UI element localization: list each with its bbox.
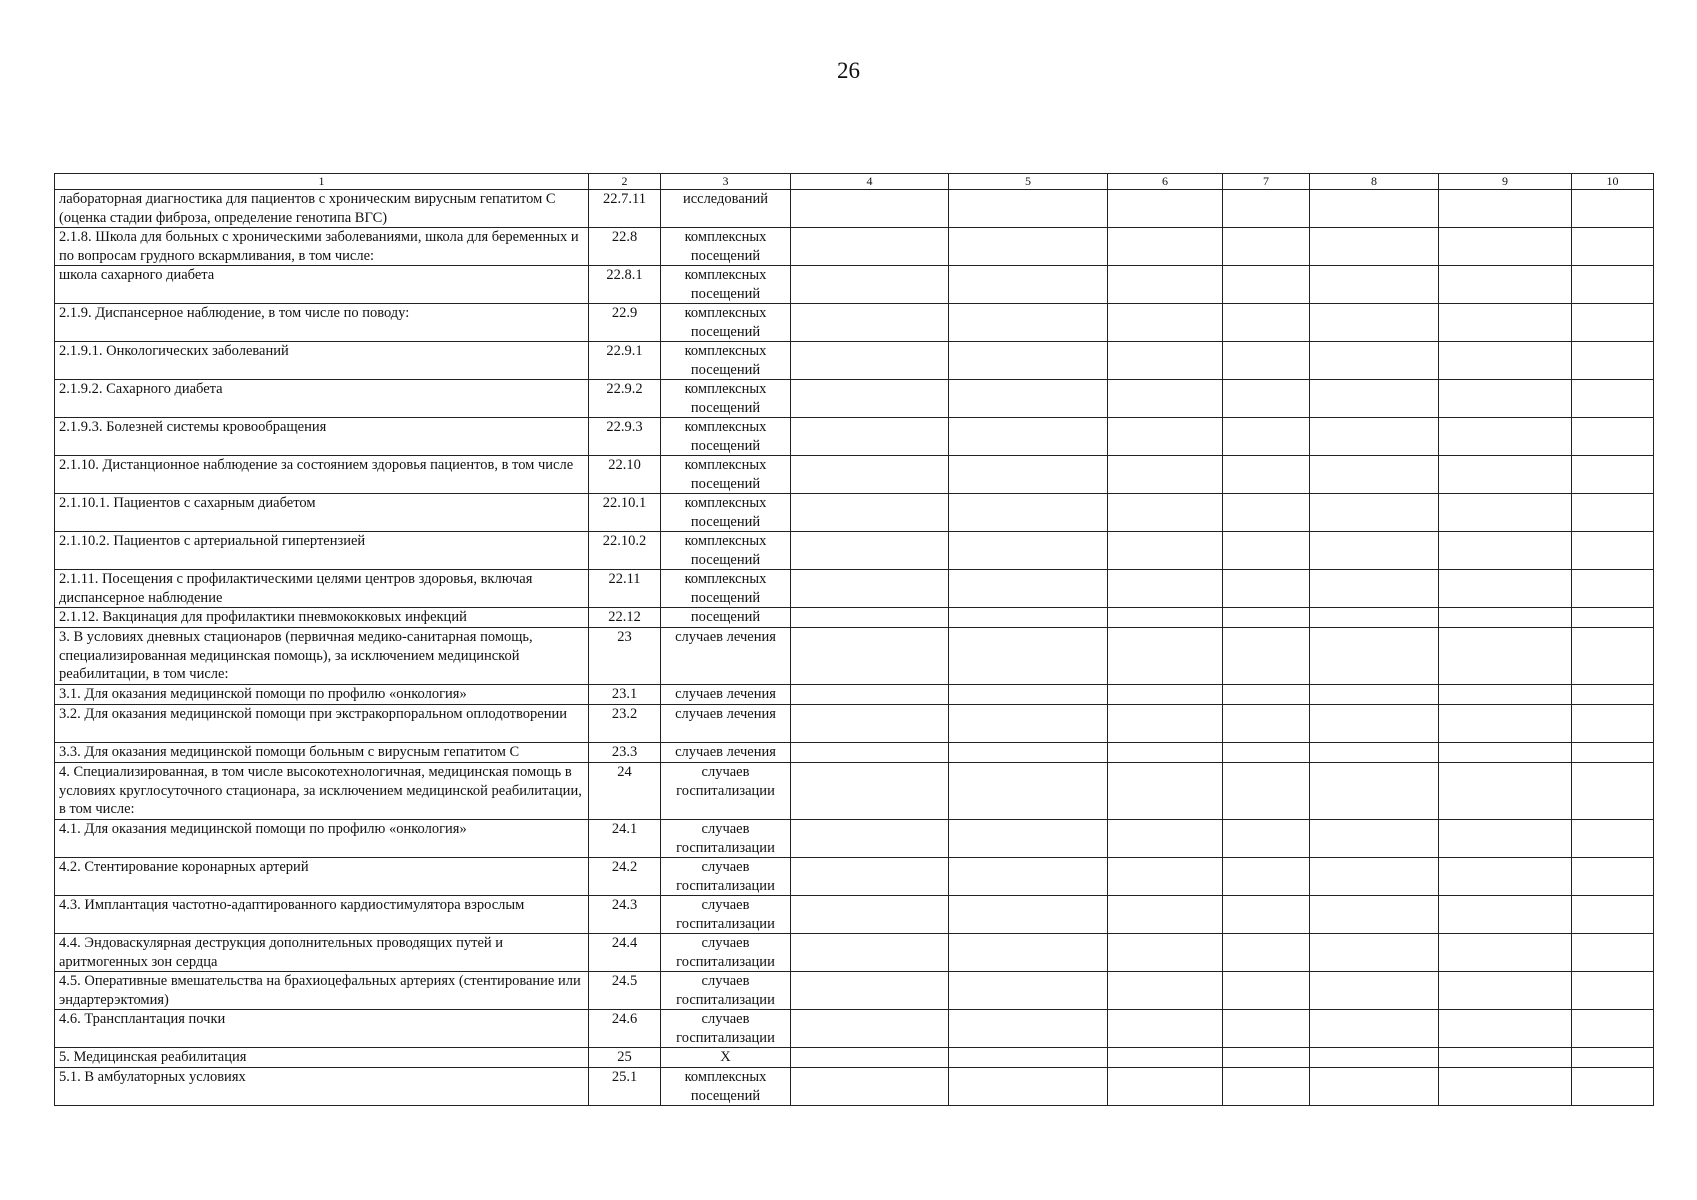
empty-cell xyxy=(1108,608,1223,628)
empty-cell xyxy=(1108,342,1223,380)
empty-cell xyxy=(1572,608,1654,628)
row-name-cell: 3. В условиях дневных стационаров (первичная медико-санитарная помощь, специализированная медицинская помощь), за исключением медицинской реабилитации, в том числе: xyxy=(55,628,589,685)
empty-cell xyxy=(1439,608,1572,628)
empty-cell xyxy=(1108,705,1223,743)
row-unit-cell: случаев госпитализации xyxy=(661,896,791,934)
row-unit-cell: комплексных посещений xyxy=(661,418,791,456)
empty-cell xyxy=(1310,934,1439,972)
column-header: 2 xyxy=(589,174,661,190)
row-code-cell: 24.5 xyxy=(589,972,661,1010)
empty-cell xyxy=(1223,228,1310,266)
row-code-cell: 22.7.11 xyxy=(589,190,661,228)
empty-cell xyxy=(1223,972,1310,1010)
empty-cell xyxy=(1439,972,1572,1010)
empty-cell xyxy=(1439,380,1572,418)
empty-cell xyxy=(1572,304,1654,342)
empty-cell xyxy=(791,608,949,628)
empty-cell xyxy=(1108,190,1223,228)
empty-cell xyxy=(1572,1010,1654,1048)
empty-cell xyxy=(1572,685,1654,705)
empty-cell xyxy=(1223,380,1310,418)
empty-cell xyxy=(949,456,1108,494)
empty-cell xyxy=(1572,494,1654,532)
table-row xyxy=(55,934,1654,972)
empty-cell xyxy=(791,494,949,532)
empty-cell xyxy=(1439,1010,1572,1048)
row-name-cell: 3.3. Для оказания медицинской помощи больным с вирусным гепатитом С xyxy=(55,743,589,763)
empty-cell xyxy=(1572,628,1654,685)
row-name-cell: 4.3. Имплантация частотно-адаптированного кардиостимулятора взрослым xyxy=(55,896,589,934)
empty-cell xyxy=(949,628,1108,685)
table-row xyxy=(55,190,1654,228)
row-code-cell: 22.9.3 xyxy=(589,418,661,456)
empty-cell xyxy=(1310,1048,1439,1068)
empty-cell xyxy=(949,228,1108,266)
empty-cell xyxy=(1439,685,1572,705)
row-code-cell: 24.3 xyxy=(589,896,661,934)
empty-cell xyxy=(791,972,949,1010)
table-row xyxy=(55,304,1654,342)
empty-cell xyxy=(949,685,1108,705)
data-table xyxy=(54,173,1654,1106)
empty-cell xyxy=(1223,628,1310,685)
row-name-cell: школа сахарного диабета xyxy=(55,266,589,304)
row-name-cell: 2.1.11. Посещения с профилактическими целями центров здоровья, включая диспансерное наблюдение xyxy=(55,570,589,608)
empty-cell xyxy=(949,190,1108,228)
empty-cell xyxy=(791,266,949,304)
row-code-cell: 22.11 xyxy=(589,570,661,608)
empty-cell xyxy=(791,304,949,342)
empty-cell xyxy=(1572,266,1654,304)
empty-cell xyxy=(791,820,949,858)
empty-cell xyxy=(791,763,949,820)
empty-cell xyxy=(1572,1068,1654,1106)
empty-cell xyxy=(1439,190,1572,228)
table-row xyxy=(55,342,1654,380)
row-code-cell: 22.9.1 xyxy=(589,342,661,380)
row-name-cell: 2.1.9.3. Болезней системы кровообращения xyxy=(55,418,589,456)
empty-cell xyxy=(1108,304,1223,342)
row-unit-cell: комплексных посещений xyxy=(661,494,791,532)
empty-cell xyxy=(791,380,949,418)
empty-cell xyxy=(1223,1010,1310,1048)
empty-cell xyxy=(1310,190,1439,228)
row-name-cell: 2.1.12. Вакцинация для профилактики пневмококковых инфекций xyxy=(55,608,589,628)
empty-cell xyxy=(1439,532,1572,570)
row-unit-cell: комплексных посещений xyxy=(661,266,791,304)
row-code-cell: 22.10 xyxy=(589,456,661,494)
empty-cell xyxy=(791,1048,949,1068)
table-row xyxy=(55,820,1654,858)
row-name-cell: 3.1. Для оказания медицинской помощи по профилю «онкология» xyxy=(55,685,589,705)
empty-cell xyxy=(1439,705,1572,743)
table-row xyxy=(55,532,1654,570)
empty-cell xyxy=(791,685,949,705)
empty-cell xyxy=(1310,494,1439,532)
row-name-cell: 2.1.8. Школа для больных с хроническими заболеваниями, школа для беременных и по вопросам грудного вскармливания, в том числе: xyxy=(55,228,589,266)
empty-cell xyxy=(791,628,949,685)
row-code-cell: 24.1 xyxy=(589,820,661,858)
row-code-cell: 23.3 xyxy=(589,743,661,763)
row-code-cell: 22.12 xyxy=(589,608,661,628)
empty-cell xyxy=(1572,570,1654,608)
table-row xyxy=(55,1048,1654,1068)
empty-cell xyxy=(1310,628,1439,685)
table-row xyxy=(55,228,1654,266)
empty-cell xyxy=(1572,763,1654,820)
empty-cell xyxy=(949,896,1108,934)
row-code-cell: 22.8.1 xyxy=(589,266,661,304)
empty-cell xyxy=(1310,532,1439,570)
empty-cell xyxy=(1572,228,1654,266)
empty-cell xyxy=(1108,820,1223,858)
empty-cell xyxy=(1439,304,1572,342)
row-unit-cell: комплексных посещений xyxy=(661,1068,791,1106)
row-unit-cell: комплексных посещений xyxy=(661,228,791,266)
column-header: 7 xyxy=(1223,174,1310,190)
empty-cell xyxy=(791,705,949,743)
row-unit-cell: Х xyxy=(661,1048,791,1068)
empty-cell xyxy=(1108,494,1223,532)
empty-cell xyxy=(791,1010,949,1048)
empty-cell xyxy=(949,380,1108,418)
empty-cell xyxy=(1108,858,1223,896)
row-name-cell: 2.1.9.1. Онкологических заболеваний xyxy=(55,342,589,380)
empty-cell xyxy=(1108,1068,1223,1106)
empty-cell xyxy=(1572,342,1654,380)
empty-cell xyxy=(1572,705,1654,743)
row-unit-cell: случаев лечения xyxy=(661,743,791,763)
empty-cell xyxy=(1439,1048,1572,1068)
empty-cell xyxy=(1572,820,1654,858)
table-row xyxy=(55,608,1654,628)
empty-cell xyxy=(1439,456,1572,494)
empty-cell xyxy=(791,418,949,456)
table-row xyxy=(55,494,1654,532)
empty-cell xyxy=(1108,228,1223,266)
empty-cell xyxy=(1223,494,1310,532)
empty-cell xyxy=(791,342,949,380)
empty-cell xyxy=(1310,342,1439,380)
row-unit-cell: комплексных посещений xyxy=(661,570,791,608)
empty-cell xyxy=(949,608,1108,628)
empty-cell xyxy=(1439,418,1572,456)
empty-cell xyxy=(1223,820,1310,858)
table-row xyxy=(55,972,1654,1010)
empty-cell xyxy=(1439,743,1572,763)
page-number: 26 xyxy=(837,58,860,83)
empty-cell xyxy=(1108,763,1223,820)
row-code-cell: 22.10.1 xyxy=(589,494,661,532)
empty-cell xyxy=(1223,1068,1310,1106)
table-row xyxy=(55,705,1654,743)
row-name-cell: 4.1. Для оказания медицинской помощи по профилю «онкология» xyxy=(55,820,589,858)
empty-cell xyxy=(1310,896,1439,934)
empty-cell xyxy=(949,1010,1108,1048)
empty-cell xyxy=(1572,934,1654,972)
row-name-cell: лабораторная диагностика для пациентов с хроническим вирусным гепатитом С (оценка стадии фиброза, определение генотипа ВГС) xyxy=(55,190,589,228)
empty-cell xyxy=(1572,896,1654,934)
empty-cell xyxy=(1439,342,1572,380)
empty-cell xyxy=(791,532,949,570)
empty-cell xyxy=(1223,705,1310,743)
empty-cell xyxy=(1223,266,1310,304)
empty-cell xyxy=(1223,763,1310,820)
empty-cell xyxy=(791,456,949,494)
empty-cell xyxy=(1223,190,1310,228)
row-code-cell: 25.1 xyxy=(589,1068,661,1106)
empty-cell xyxy=(1310,743,1439,763)
empty-cell xyxy=(1310,304,1439,342)
table-row xyxy=(55,570,1654,608)
empty-cell xyxy=(1223,418,1310,456)
empty-cell xyxy=(949,1048,1108,1068)
empty-cell xyxy=(1108,972,1223,1010)
empty-cell xyxy=(791,858,949,896)
empty-cell xyxy=(1108,628,1223,685)
empty-cell xyxy=(1310,380,1439,418)
table-row xyxy=(55,380,1654,418)
empty-cell xyxy=(1310,456,1439,494)
empty-cell xyxy=(1572,1048,1654,1068)
empty-cell xyxy=(1310,1010,1439,1048)
row-name-cell: 2.1.9. Диспансерное наблюдение, в том числе по поводу: xyxy=(55,304,589,342)
row-name-cell: 4.6. Трансплантация почки xyxy=(55,1010,589,1048)
empty-cell xyxy=(1223,1048,1310,1068)
column-header: 9 xyxy=(1439,174,1572,190)
row-code-cell: 23.2 xyxy=(589,705,661,743)
row-unit-cell: случаев госпитализации xyxy=(661,763,791,820)
empty-cell xyxy=(949,972,1108,1010)
empty-cell xyxy=(1310,266,1439,304)
empty-cell xyxy=(1572,418,1654,456)
row-name-cell: 2.1.10. Дистанционное наблюдение за состоянием здоровья пациентов, в том числе xyxy=(55,456,589,494)
row-code-cell: 25 xyxy=(589,1048,661,1068)
empty-cell xyxy=(949,418,1108,456)
column-header: 8 xyxy=(1310,174,1439,190)
row-code-cell: 23.1 xyxy=(589,685,661,705)
row-code-cell: 24.4 xyxy=(589,934,661,972)
row-unit-cell: случаев госпитализации xyxy=(661,1010,791,1048)
empty-cell xyxy=(1439,494,1572,532)
empty-cell xyxy=(791,896,949,934)
row-unit-cell: посещений xyxy=(661,608,791,628)
empty-cell xyxy=(1439,896,1572,934)
row-unit-cell: комплексных посещений xyxy=(661,456,791,494)
row-code-cell: 22.9.2 xyxy=(589,380,661,418)
empty-cell xyxy=(949,266,1108,304)
row-name-cell: 3.2. Для оказания медицинской помощи при экстракорпоральном оплодотворении xyxy=(55,705,589,743)
empty-cell xyxy=(1310,972,1439,1010)
row-code-cell: 24.2 xyxy=(589,858,661,896)
empty-cell xyxy=(1108,570,1223,608)
empty-cell xyxy=(1310,1068,1439,1106)
empty-cell xyxy=(1223,304,1310,342)
empty-cell xyxy=(949,532,1108,570)
row-code-cell: 23 xyxy=(589,628,661,685)
empty-cell xyxy=(791,228,949,266)
table-row xyxy=(55,266,1654,304)
table-row xyxy=(55,456,1654,494)
empty-cell xyxy=(1223,570,1310,608)
empty-cell xyxy=(1108,532,1223,570)
empty-cell xyxy=(949,743,1108,763)
empty-cell xyxy=(1108,934,1223,972)
empty-cell xyxy=(1439,763,1572,820)
empty-cell xyxy=(1572,190,1654,228)
row-unit-cell: случаев лечения xyxy=(661,685,791,705)
empty-cell xyxy=(1223,858,1310,896)
empty-cell xyxy=(1572,743,1654,763)
row-name-cell: 5. Медицинская реабилитация xyxy=(55,1048,589,1068)
empty-cell xyxy=(1310,570,1439,608)
table-row xyxy=(55,763,1654,820)
empty-cell xyxy=(1439,858,1572,896)
empty-cell xyxy=(1310,608,1439,628)
empty-cell xyxy=(949,934,1108,972)
empty-cell xyxy=(1572,532,1654,570)
empty-cell xyxy=(1310,763,1439,820)
table-row xyxy=(55,418,1654,456)
empty-cell xyxy=(1310,418,1439,456)
empty-cell xyxy=(1108,1010,1223,1048)
empty-cell xyxy=(949,858,1108,896)
empty-cell xyxy=(1223,608,1310,628)
empty-cell xyxy=(949,705,1108,743)
row-unit-cell: случаев госпитализации xyxy=(661,858,791,896)
row-code-cell: 24 xyxy=(589,763,661,820)
table-row xyxy=(55,685,1654,705)
row-unit-cell: случаев лечения xyxy=(661,705,791,743)
column-header: 4 xyxy=(791,174,949,190)
empty-cell xyxy=(1108,743,1223,763)
empty-cell xyxy=(1223,342,1310,380)
column-header: 1 xyxy=(55,174,589,190)
empty-cell xyxy=(949,1068,1108,1106)
empty-cell xyxy=(1223,743,1310,763)
column-header: 10 xyxy=(1572,174,1654,190)
table-row xyxy=(55,628,1654,685)
column-header: 3 xyxy=(661,174,791,190)
empty-cell xyxy=(949,494,1108,532)
empty-cell xyxy=(791,570,949,608)
empty-cell xyxy=(1223,532,1310,570)
row-unit-cell: случаев госпитализации xyxy=(661,820,791,858)
row-unit-cell: комплексных посещений xyxy=(661,532,791,570)
empty-cell xyxy=(1223,456,1310,494)
empty-cell xyxy=(1439,934,1572,972)
row-unit-cell: исследований xyxy=(661,190,791,228)
empty-cell xyxy=(1572,380,1654,418)
column-header: 6 xyxy=(1108,174,1223,190)
table-row xyxy=(55,1068,1654,1106)
empty-cell xyxy=(1108,266,1223,304)
empty-cell xyxy=(949,304,1108,342)
empty-cell xyxy=(1439,570,1572,608)
empty-cell xyxy=(1439,266,1572,304)
empty-cell xyxy=(791,190,949,228)
empty-cell xyxy=(949,342,1108,380)
row-code-cell: 22.8 xyxy=(589,228,661,266)
empty-cell xyxy=(1310,858,1439,896)
table-row xyxy=(55,858,1654,896)
row-unit-cell: случаев госпитализации xyxy=(661,934,791,972)
empty-cell xyxy=(1223,934,1310,972)
empty-cell xyxy=(1223,685,1310,705)
row-unit-cell: комплексных посещений xyxy=(661,380,791,418)
empty-cell xyxy=(1223,896,1310,934)
empty-cell xyxy=(1572,858,1654,896)
row-name-cell: 2.1.10.2. Пациентов с артериальной гипертензией xyxy=(55,532,589,570)
empty-cell xyxy=(949,570,1108,608)
empty-cell xyxy=(1108,456,1223,494)
row-name-cell: 2.1.10.1. Пациентов с сахарным диабетом xyxy=(55,494,589,532)
empty-cell xyxy=(1108,685,1223,705)
empty-cell xyxy=(1439,228,1572,266)
empty-cell xyxy=(1310,228,1439,266)
row-code-cell: 22.9 xyxy=(589,304,661,342)
empty-cell xyxy=(1310,705,1439,743)
empty-cell xyxy=(791,743,949,763)
empty-cell xyxy=(949,820,1108,858)
empty-cell xyxy=(1108,380,1223,418)
row-name-cell: 4.5. Оперативные вмешательства на брахиоцефальных артериях (стентирование или эндартерэктомия) xyxy=(55,972,589,1010)
empty-cell xyxy=(949,763,1108,820)
empty-cell xyxy=(1310,820,1439,858)
row-unit-cell: комплексных посещений xyxy=(661,342,791,380)
header-row xyxy=(55,174,1654,190)
empty-cell xyxy=(1310,685,1439,705)
table-row xyxy=(55,896,1654,934)
row-name-cell: 4. Специализированная, в том числе высокотехнологичная, медицинская помощь в условиях круглосуточного стационара, за исключением медицинской реабилитации, в том числе: xyxy=(55,763,589,820)
empty-cell xyxy=(1108,896,1223,934)
row-name-cell: 4.2. Стентирование коронарных артерий xyxy=(55,858,589,896)
empty-cell xyxy=(791,934,949,972)
empty-cell xyxy=(1439,628,1572,685)
row-code-cell: 24.6 xyxy=(589,1010,661,1048)
empty-cell xyxy=(1572,456,1654,494)
empty-cell xyxy=(1439,820,1572,858)
row-name-cell: 2.1.9.2. Сахарного диабета xyxy=(55,380,589,418)
empty-cell xyxy=(1108,1048,1223,1068)
row-unit-cell: случаев госпитализации xyxy=(661,972,791,1010)
row-code-cell: 22.10.2 xyxy=(589,532,661,570)
table-row xyxy=(55,1010,1654,1048)
empty-cell xyxy=(1439,1068,1572,1106)
row-name-cell: 5.1. В амбулаторных условиях xyxy=(55,1068,589,1106)
table-row xyxy=(55,743,1654,763)
column-header: 5 xyxy=(949,174,1108,190)
row-unit-cell: комплексных посещений xyxy=(661,304,791,342)
empty-cell xyxy=(1572,972,1654,1010)
empty-cell xyxy=(1108,418,1223,456)
row-unit-cell: случаев лечения xyxy=(661,628,791,685)
empty-cell xyxy=(791,1068,949,1106)
row-name-cell: 4.4. Эндоваскулярная деструкция дополнительных проводящих путей и аритмогенных зон сердца xyxy=(55,934,589,972)
